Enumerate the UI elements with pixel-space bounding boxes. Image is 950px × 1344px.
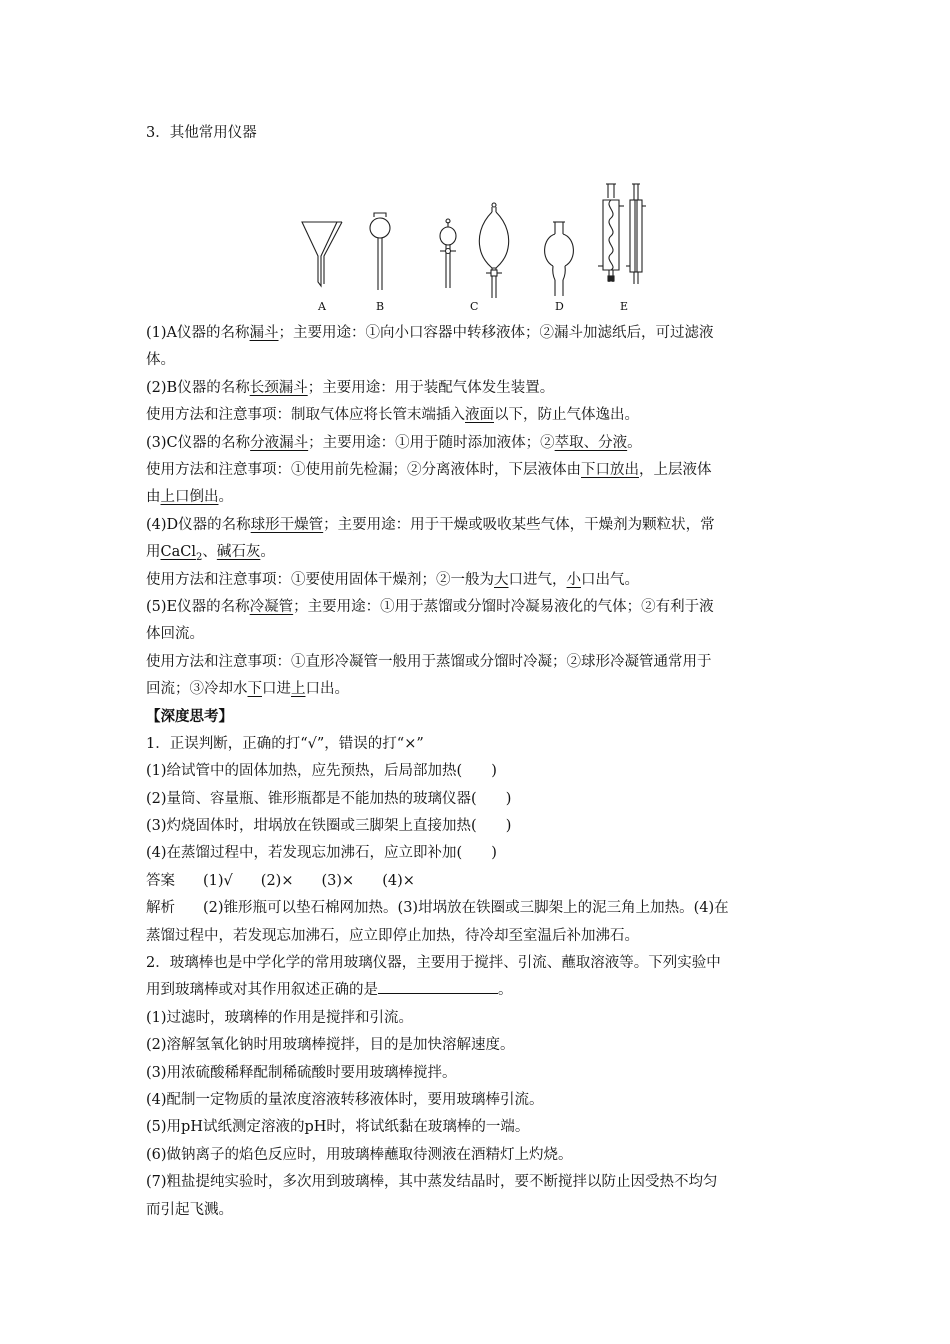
bulb-condenser-drawing: [598, 184, 624, 282]
text: 使用方法和注意事项：①要使用固体干燥剂；②一般为: [146, 571, 494, 588]
text: (4)D仪器的名称: [146, 516, 251, 533]
text: 。: [218, 489, 233, 506]
text: 回流；③冷却水: [146, 681, 248, 698]
subscript: 2: [195, 552, 203, 564]
figure-label-a: A: [318, 300, 326, 313]
answer-value: (4)×: [382, 872, 415, 889]
figure-label-c: C: [470, 300, 479, 313]
question-1-item: (4)在蒸馏过程中，若发现忘加沸石，应立即补加( ): [146, 845, 497, 862]
pear-separatory-funnel-drawing: [479, 203, 508, 298]
text: 口出气。: [581, 571, 639, 588]
text: 使用方法和注意事项：①使用前先检漏；②分离液体时，下层液体由: [146, 461, 581, 478]
answer-underlined: 下口放出: [581, 461, 639, 478]
question-2-item: (5)用pH试纸测定溶液的pH时，将试纸黏在玻璃棒的一端。: [146, 1119, 530, 1136]
answer-blank: [378, 979, 498, 994]
analysis-line1: [146, 895, 811, 922]
question-1-title: 1．正误判断，正确的打“√”，错误的打“×”: [146, 735, 424, 752]
text: 。: [498, 982, 513, 999]
answer-underlined: 冷凝管: [249, 598, 294, 615]
text: 用: [146, 544, 161, 561]
analysis-text: (2)锥形瓶可以垫石棉网加热。(3)坩埚放在铁圈或三脚架上的泥三角上加热。(4)在: [203, 900, 729, 917]
deep-thinking-title: 【深度思考】: [146, 708, 233, 726]
figure-label-b: B: [376, 300, 385, 313]
answer-underlined: 长颈漏斗: [249, 379, 308, 396]
answer-underlined: 大: [494, 571, 509, 588]
question-1-item: (1)给试管中的固体加热，应先预热，后局部加热( ): [146, 763, 497, 780]
figure-label-e: E: [620, 300, 629, 313]
text: 。: [260, 544, 275, 561]
paragraph-b-line2: [146, 402, 811, 429]
question-2-item: (3)用浓硫酸稀释配制稀硫酸时要用玻璃棒搅拌。: [146, 1064, 457, 1081]
text: ；主要用途：用于干燥或吸收某些气体，干燥剂为颗粒状，常: [323, 516, 715, 533]
paragraph-e-line3: 使用方法和注意事项：①直形冷凝管一般用于蒸馏或分馏时冷凝；②球形冷凝管通常用于: [146, 653, 712, 670]
text: (1)A仪器的名称: [146, 325, 250, 341]
long-neck-funnel-drawing: [370, 213, 390, 290]
answer-underlined: 球形干燥管: [250, 516, 324, 533]
answer-underlined: 液面: [465, 407, 494, 424]
answer-underlined: 下: [247, 681, 262, 698]
text: 口进气，: [508, 571, 567, 588]
answer-underlined: 小: [566, 571, 581, 588]
text: 口进: [262, 681, 291, 698]
answer-underlined: 分液漏斗: [250, 434, 309, 451]
text: ；主要用途：①向小口容器中转移液体；②漏斗加滤纸后，可过滤液: [278, 325, 714, 341]
apparatus-illustration: [146, 148, 811, 320]
answer-value: (2)×: [260, 872, 294, 889]
text: 、: [202, 544, 217, 561]
text: 。: [627, 434, 642, 451]
answer-underlined: 碱石灰: [216, 544, 261, 561]
paragraph-e-line4: [146, 676, 811, 703]
text: (2)B仪器的名称: [146, 379, 250, 396]
paragraph-e-line2: 体回流。: [146, 626, 204, 643]
question-2-item: (4)配制一定物质的量浓度溶液转移液体时，要用玻璃棒引流。: [146, 1091, 544, 1108]
formula-text: CaCl: [160, 544, 196, 561]
answer-underlined: 上: [291, 681, 306, 698]
text: (5)E仪器的名称: [146, 598, 250, 615]
question-2-item: (1)过滤时，玻璃棒的作用是搅拌和引流。: [146, 1009, 414, 1026]
question-2-item: (7)粗盐提纯实验时，多次用到玻璃棒，其中蒸发结晶时，要不断搅拌以防止因受热不均匀: [146, 1174, 718, 1191]
answer-value: (1)√: [203, 872, 233, 889]
text: ；主要用途：用于装配气体发生装置。: [307, 379, 555, 396]
paragraph-c-line2: [146, 457, 811, 484]
analysis-line2: 蒸馏过程中，若发现忘加沸石，应立即停止加热，待冷却至室温后补加沸石。: [146, 927, 639, 944]
question-2-line2: [146, 977, 811, 1004]
answer-underlined: 上口倒出: [160, 489, 219, 506]
answer-line: [146, 868, 811, 895]
funnel-drawing: [302, 222, 342, 286]
figure-label-d: D: [555, 300, 564, 313]
paragraph-a-line2: 体。: [146, 352, 175, 369]
text: (3)C仪器的名称: [146, 434, 251, 451]
question-2-line1: 2．玻璃棒也是中学化学的常用玻璃仪器，主要用于搅拌、引流、蘸取溶液等。下列实验中: [146, 954, 721, 971]
paragraph-d-line2: [146, 539, 811, 566]
text: ；主要用途：①用于蒸馏或分馏时冷凝易液化的气体；②有利于液: [293, 598, 714, 615]
apparatus-figure: [146, 148, 811, 320]
paragraph-e-line1: [146, 594, 811, 621]
paragraph-a-line1: [146, 320, 811, 347]
question-2-item: (6)做钠离子的焰色反应时，用玻璃棒蘸取待测液在酒精灯上灼烧。: [146, 1146, 573, 1163]
question-1-item: (3)灼烧固体时，坩埚放在铁圈或三脚架上直接加热( ): [146, 818, 512, 835]
straight-condenser-drawing: [626, 184, 646, 284]
answer-underlined: 漏斗: [249, 325, 279, 341]
question-2-item: (2)溶解氢氧化钠时用玻璃棒搅拌，目的是加快溶解速度。: [146, 1037, 515, 1054]
section-title: 3．其他常用仪器: [146, 125, 257, 141]
paragraph-d-line1: [146, 512, 811, 539]
question-1-item: (2)量筒、容量瓶、锥形瓶都是不能加热的玻璃仪器( ): [146, 790, 512, 807]
analysis-label: 解析: [146, 900, 175, 917]
text: ，上层液体: [639, 461, 712, 478]
paragraph-b-line1: [146, 375, 811, 402]
text: 由: [146, 489, 161, 506]
answer-label: 答案: [146, 872, 175, 889]
text: 口出。: [305, 681, 349, 698]
spherical-separatory-funnel-drawing: [440, 219, 456, 288]
document-page: [146, 118, 811, 1224]
answer-underlined: 萃取、分液: [554, 434, 628, 451]
paragraph-d-line3: [146, 567, 811, 594]
answer-value: (3)×: [321, 872, 355, 889]
text: 使用方法和注意事项：制取气体应将长管末端插入: [146, 407, 465, 424]
answer-underlined: [160, 544, 203, 564]
text: ；主要用途：①用于随时添加液体；②: [308, 434, 555, 451]
text: 用到玻璃棒或对其作用叙述正确的是: [146, 982, 378, 999]
paragraph-c-line1: [146, 430, 811, 457]
paragraph-c-line3: [146, 484, 811, 511]
question-2-last-line: 而引起飞溅。: [146, 1201, 233, 1218]
drying-tube-drawing: [545, 222, 574, 296]
text: 以下，防止气体逸出。: [494, 407, 639, 424]
